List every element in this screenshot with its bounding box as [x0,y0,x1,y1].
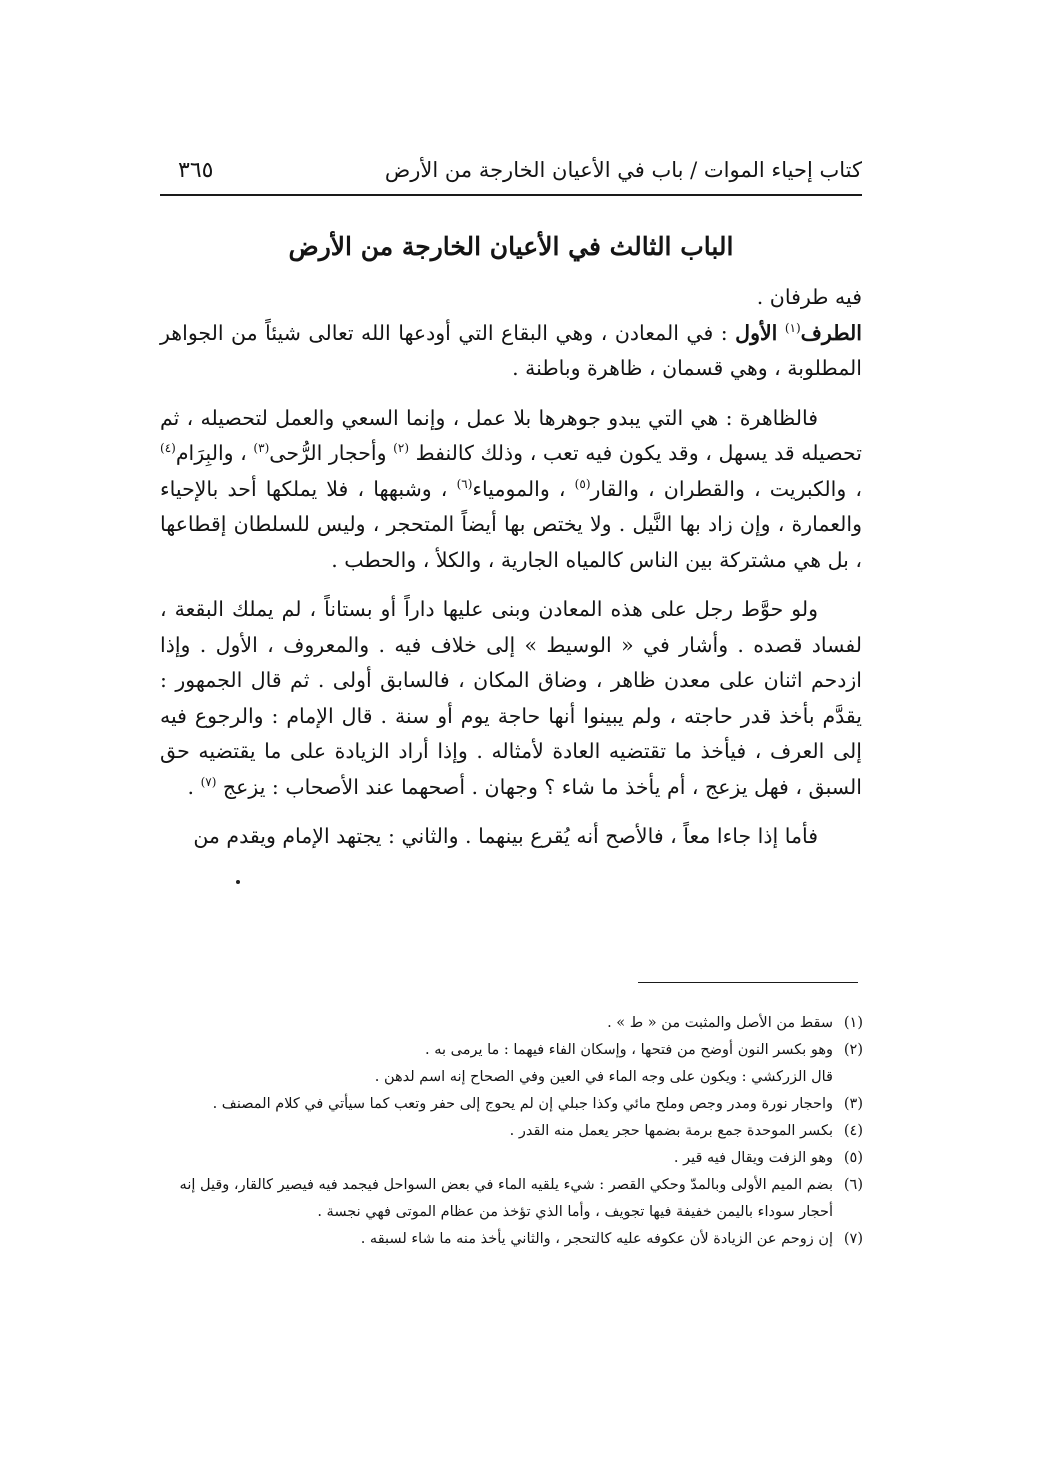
footnote-7 [165,1226,863,1253]
p3-text: ولو حوَّط رجل على هذه المعادن وبنى عليها داراً أو بستاناً ، لم يملك البقعة ، لفساد قصده . وأشار في « الوسيط » إلى خلاف فيه . والمعروف ، الأول . وإذا ازدحم اثنان على معدن ظاهر ، وضاق المكان ، فالسابق أولى . ثم قال الجمهور : يقدَّم بأخذ قدر حاجته ، ولم يبينوا أنها حاجة يوم أو سنة . قال الإمام : والرجوع فيه إلى العرف ، فيأخذ ما تقتضيه العادة لأمثاله . وإذا أراد الزيادة على ما يقتضيه حق السبق ، فهل يزعج ، أم يأخذ ما شاء ؟ وجهان . أصحهما عند الأصحاب : يزعج [160,597,862,799]
footnote-divider [638,982,858,983]
intro-paragraph [160,280,862,316]
footnote-ref-7: (٧) [200,774,217,789]
footnote-number: (٦) [843,1177,863,1193]
footnote-text: واحجار نورة ومدر وجص وملح مائي وكذا جبلي إن لم يحوج إلى حفر وتعب كما سيأتي في كلام المصنف . [212,1096,833,1112]
p4-text: فأما إذا جاءا معاً ، فالأصح أنه يُقرع بينهما . والثاني : يجتهد الإمام ويقدم من [193,824,818,848]
simultaneous-paragraph [160,819,862,855]
footnote-ref-2: (٢) [393,441,409,456]
footnote-text: وهو الزفت ويقال فيه قير . [673,1150,833,1166]
p2-text-a: فالظاهرة : هي التي يبدو جوهرها بلا عمل ، وإنما السعي والعمل لتحصيله ، ثم تحصيله قد يسهل ، وقد يكون فيه تعب ، وذلك كالنفط [160,405,862,465]
footnote-number: (٣) [843,1096,863,1112]
footnote-text: وهو بكسر النون أوضح من فتحها ، وإسكان الفاء فيهما : ما يرمى به . [424,1042,833,1058]
footnote-ref-5: (٥) [574,476,591,491]
main-text [160,280,862,855]
footnote-1 [165,1010,863,1037]
footnote-text: سقط من الأصل والمثبت من « ط » . [607,1015,833,1031]
first-part-text: : في المعادن ، وهي البقاع التي أودعها الله تعالى شيئاً من الجواهر المطلوبة ، وهي قسمان ، ظاهرة وباطنة . [160,320,862,380]
footnote-ref-4: (٤) [160,441,176,456]
apparent-minerals-paragraph [160,401,862,579]
footnote-6 [165,1172,863,1226]
footnote-ref-3: (٣) [253,441,270,456]
stray-dot [236,880,240,884]
footnote-3 [165,1091,863,1118]
footnote-number: (٢) [843,1042,863,1058]
footnote-5 [165,1145,863,1172]
footnote-ref-1: (١) [784,320,801,335]
intro-text: فيه طرفان . [756,285,862,309]
header-divider [160,194,862,196]
p2-text-d: ، والكبريت ، والقطران ، والقار [590,476,863,501]
footnote-2 [165,1037,863,1064]
footnote-text: بضم الميم الأولى وبالمدّ وحكي القصر : شيء يلقيه الماء في بعض السواحل فيجمد فيه فيصير كالقار، وقيل إنه أحجار سوداء باليمن خفيفة فيها تجويف ، وأما الذي تؤخذ من عظام الموتى فهي نجسة . [179,1177,833,1220]
footnotes [165,1010,863,1253]
p2-text-f: ، وشبهها ، فلا يملكها أحد بالإحياء والعمارة ، وإن زاد بها النَّيل . ولا يختص بها أيضاً المتحجر ، وليس للسلطان إقطاعها ، بل هي مشتركة بين الناس كالمياه الجارية ، والكلأ ، والحطب . [160,476,862,572]
footnote-number: (٥) [843,1150,863,1166]
fencing-paragraph [160,592,862,805]
footnote-text: إن زوحم عن الزيادة لأن عكوفه عليه كالتحجر ، والثاني يأخذ منه ما شاء لسبقه . [360,1231,833,1247]
p2-text-c: ، والبِرَام [175,441,247,465]
p2-text-e: ، والمومياء [472,476,566,501]
footnote-2-continuation [165,1064,863,1091]
footnote-number: (٧) [843,1231,863,1247]
p3-end: . [187,774,195,799]
p2-text-b: وأحجار الرُّحى [269,441,387,465]
footnote-number: (١) [843,1015,863,1031]
running-title: كتاب إحياء الموات / باب في الأعيان الخارجة من الأرض [384,158,862,182]
chapter-title: الباب الثالث في الأعيان الخارجة من الأرض [288,232,734,261]
first-part-word: الأول [735,320,778,345]
footnote-4 [165,1118,863,1145]
page-number: ٣٦٥ [178,158,214,183]
first-part-label: الطرف [800,320,862,345]
footnote-ref-6: (٦) [456,476,473,491]
running-header [160,150,862,190]
footnote-text: قال الزركشي : ويكون على وجه الماء في العين وفي الصحاح إنه اسم لدهن . [374,1069,833,1085]
first-part-paragraph [160,316,862,387]
footnote-number: (٤) [843,1123,863,1139]
footnote-text: بكسر الموحدة جمع برمة بضمها حجر يعمل منه القدر . [509,1123,833,1139]
